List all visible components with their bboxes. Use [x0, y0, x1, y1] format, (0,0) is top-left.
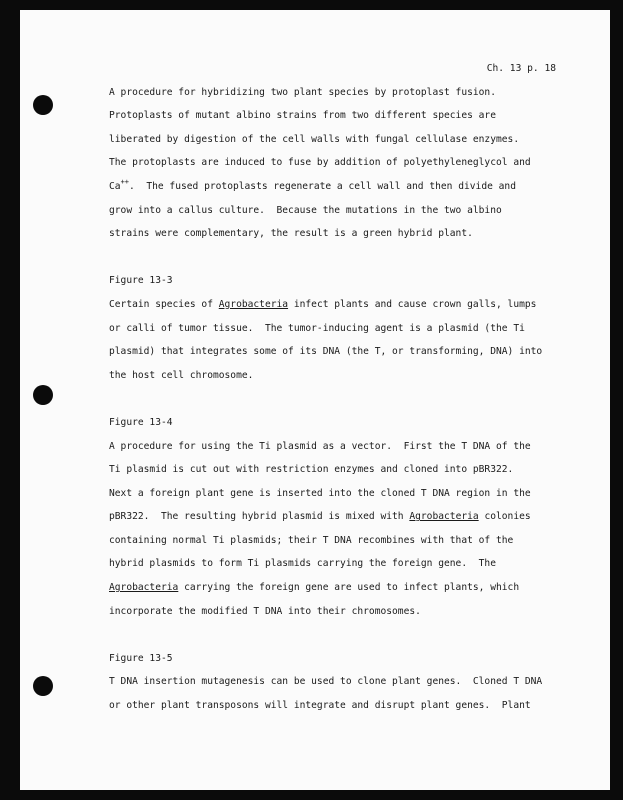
text-line: Next a foreign plant gene is inserted into the cloned T DNA region in the: [109, 487, 531, 499]
text-line: A procedure for hybridizing two plant species by protoplast fusion.: [109, 86, 496, 98]
text-fragment: colonies: [478, 511, 531, 523]
paragraph-protoplast-fusion: [109, 81, 559, 246]
figure-13-3-section: [109, 269, 559, 387]
text-fragment: carrying the foreign gene are used to infect plants, which: [178, 582, 520, 594]
page-body: [109, 57, 559, 718]
binder-hole: [33, 95, 53, 115]
text-line: Protoplasts of mutant albino strains from two different species are: [109, 110, 496, 122]
text-line: [109, 505, 559, 529]
text-fragment: . The fused protoplasts regenerate a cell wall and then divide and: [129, 180, 516, 192]
text-line: [109, 576, 559, 600]
charge-superscript: ++: [120, 177, 129, 186]
text-fragment: Certain species of: [109, 298, 219, 310]
binder-hole: [33, 676, 53, 696]
text-line: hybrid plasmids to form Ti plasmids carrying the foreign gene. The: [109, 558, 496, 570]
text-line: A procedure for using the Ti plasmid as a vector. First the T DNA of the: [109, 440, 531, 452]
text-line: plasmid) that integrates some of its DNA (the T, or transforming, DNA) into: [109, 346, 543, 358]
figure-13-5-section: [109, 647, 559, 718]
text-line: the host cell chromosome.: [109, 369, 254, 381]
figure-heading: Figure 13-4: [109, 416, 173, 428]
underlined-term: Agrobacteria: [109, 582, 179, 594]
text-fragment: pBR322. The resulting hybrid plasmid is mixed with: [109, 511, 410, 523]
document-page: [20, 10, 610, 790]
text-line: grow into a callus culture. Because the mutations in the two albino: [109, 204, 502, 216]
text-fragment: infect plants and cause crown galls, lumps: [288, 298, 537, 310]
text-line: or calli of tumor tissue. The tumor-inducing agent is a plasmid (the Ti: [109, 322, 525, 334]
binder-hole: [33, 385, 53, 405]
text-line: incorporate the modified T DNA into their chromosomes.: [109, 605, 421, 617]
text-line: or other plant transposons will integrate and disrupt plant genes. Plant: [109, 700, 531, 712]
text-line: Ti plasmid is cut out with restriction enzymes and cloned into pBR322.: [109, 464, 514, 476]
page-number: Ch. 13 p. 18: [486, 63, 556, 74]
underlined-term: Agrobacteria: [409, 511, 479, 523]
text-line: [109, 293, 559, 317]
figure-heading: Figure 13-3: [109, 275, 173, 287]
calcium-symbol: Ca: [109, 180, 121, 192]
text-line: containing normal Ti plasmids; their T DNA recombines with that of the: [109, 534, 514, 546]
figure-13-4-section: [109, 411, 559, 623]
text-line: [109, 175, 559, 199]
text-line: T DNA insertion mutagenesis can be used to clone plant genes. Cloned T DNA: [109, 676, 543, 688]
text-line: strains were complementary, the result is a green hybrid plant.: [109, 228, 473, 240]
underlined-term: Agrobacteria: [218, 298, 289, 310]
figure-heading: Figure 13-5: [109, 652, 173, 664]
text-line: The protoplasts are induced to fuse by addition of polyethyleneglycol and: [109, 157, 531, 169]
text-line: liberated by digestion of the cell walls with fungal cellulase enzymes.: [109, 133, 520, 145]
